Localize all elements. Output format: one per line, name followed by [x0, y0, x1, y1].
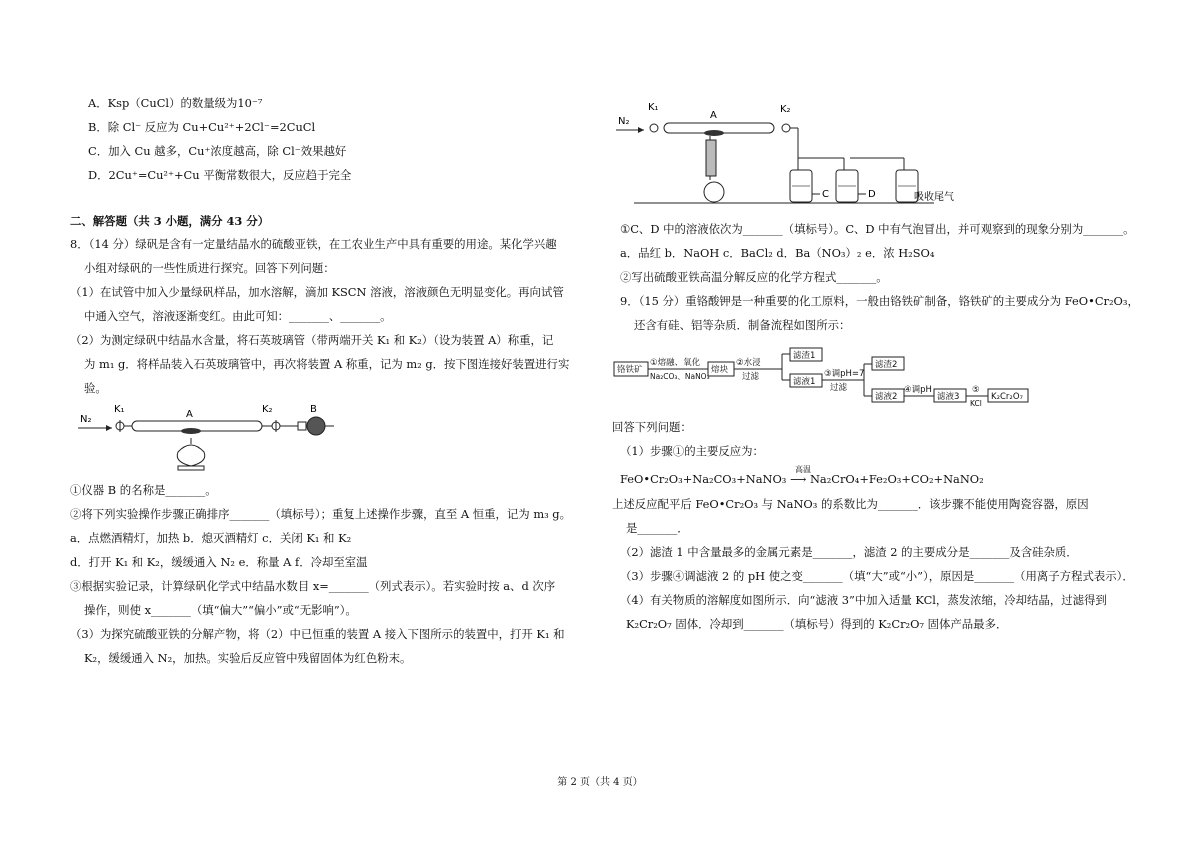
flow-filtrate-2: 滤液2: [875, 392, 898, 402]
q8-part3-options: a．品红 b．NaOH c．BaCl₂ d．Ba（NO₃）₂ e．浓 H₂SO₄: [620, 246, 935, 260]
flow-step2-filter: 过滤: [742, 372, 760, 382]
q9-step-4-line-a: （4）有关物质的溶解度如图所示．向“滤液 3”中加入适量 KCl，蒸发浓缩，冷却结晶，过滤得到: [620, 593, 1107, 607]
flow-step2: ②水浸: [736, 358, 761, 368]
apparatus-figure-2: [614, 100, 954, 210]
fig2-d-label: D: [868, 189, 876, 200]
fig1-b-label: B: [310, 404, 317, 415]
q8-item-1: ①仪器 B 的名称是_______。: [70, 483, 217, 497]
flow-step1-reagents: Na₂CO₃、NaNO₃: [650, 372, 710, 381]
flow-step3: ③调pH=7: [824, 369, 865, 379]
fig2-k1-label: K₁: [648, 102, 659, 113]
q8-part3-line-a: （3）为探究硫酸亚铁的分解产物，将（2）中已恒重的装置 A 接入下图所示的装置中，打开 K₁ 和: [70, 627, 565, 641]
q9-step-3: （3）步骤④调滤液 2 的 pH 使之变_______（填“大”或“小”），原因是_______（用离子方程式表示）．: [620, 569, 1134, 583]
flow-product: K₂Cr₂O₇: [991, 392, 1023, 402]
flow-step1: ①熔融、氧化: [650, 358, 701, 368]
q9-step-4-line-b: K₂Cr₂O₇ 固体．冷却到_______（填标号）得到的 K₂Cr₂O₇ 固体产品最多．: [626, 617, 1008, 631]
q9-step-2: （2）滤渣 1 中含量最多的金属元素是_______，滤渣 2 的主要成分是_______及含硅杂质．: [620, 545, 1078, 559]
q8-part3-line-b: K₂，缓缓通入 N₂，加热。实验后反应管中残留固体为红色粉末。: [84, 651, 412, 665]
flow-residue-2: 滤渣2: [875, 360, 898, 370]
fig2-n2-label: N₂: [618, 116, 630, 127]
flow-residue-1: 滤渣1: [793, 351, 816, 361]
q8-item-2-options-b: d．打开 K₁ 和 K₂，缓缓通入 N₂ e．称量 A f．冷却至室温: [70, 555, 368, 569]
flow-melt: 熔块: [711, 365, 729, 375]
option-d: D．2Cu⁺=Cu²⁺+Cu 平衡常数很大，反应趋于完全: [88, 168, 352, 182]
answer-prompt: 回答下列问题：: [612, 420, 692, 434]
fig1-a-label: A: [186, 409, 193, 420]
q8-item-2-options-a: a．点燃酒精灯，加热 b．熄灭酒精灯 c．关闭 K₁ 和 K₂: [70, 531, 352, 545]
q8-line-2: 小组对绿矾的一些性质进行探究。回答下列问题：: [84, 261, 335, 275]
q8-part2-line-b: 为 m₁ g．将样品装入石英玻璃管中，再次将装置 A 称重，记为 m₂ g．按下图连接好装置进行实: [84, 357, 570, 371]
flow-filtrate-1: 滤液1: [793, 377, 816, 387]
q8-item-3-line-b: 操作，则使 x_______（填“偏大”“偏小”或“无影响”）。: [84, 603, 357, 617]
q8-part3-item-2: ②写出硫酸亚铁高温分解反应的化学方程式_______。: [620, 270, 888, 284]
flow-step4: ④调pH: [904, 385, 932, 395]
flow-filtrate-3: 滤液3: [937, 392, 960, 402]
q8-part3-item-1: ①C、D 中的溶液依次为_______（填标号）。C、D 中有气泡冒出，并可观察到的现象分别为_______。: [620, 222, 1135, 236]
q9-step-1-line-b: 上述反应配平后 FeO•Cr₂O₃ 与 NaNO₃ 的系数比为_______．该步骤不能使用陶瓷容器，原因: [612, 497, 1089, 511]
q9-line-2: 还含有硅、铝等杂质．制备流程如图所示：: [634, 318, 851, 332]
option-a: A．Ksp（CuCl）的数量级为10⁻⁷: [88, 96, 263, 110]
fig1-n2-label: N₂: [80, 414, 92, 425]
q9-step-1: （1）步骤①的主要反应为：: [620, 444, 764, 458]
flow-ore: 铬铁矿: [617, 365, 643, 375]
fig1-k2-label: K₂: [262, 404, 273, 415]
option-b: B．除 Cl⁻ 反应为 Cu+Cu²⁺+2Cl⁻=2CuCl: [88, 120, 316, 134]
fig2-tail-label: 吸收尾气: [914, 192, 954, 203]
process-flow-diagram: [612, 346, 1032, 408]
q8-line-1: 8．（14 分）绿矾是含有一定量结晶水的硫酸亚铁，在工农业生产中具有重要的用途。某化学兴趣: [70, 237, 557, 251]
page-footer: 第 2 页（共 4 页）: [557, 777, 643, 788]
q8-part1-line-a: （1）在试管中加入少量绿矾样品，加水溶解，滴加 KSCN 溶液，溶液颜色无明显变化。再向试管: [70, 285, 564, 299]
q9-equation: FeO•Cr₂O₃+Na₂CO₃+NaNO₃ ⟶ Na₂CrO₄+Fe₂O₃+CO₂+NaNO₂: [620, 472, 984, 486]
flow-step5: ⑤: [972, 385, 980, 395]
section-title: 二、解答题（共 3 小题，满分 43 分）: [70, 214, 270, 228]
fig2-k2-label: K₂: [780, 104, 791, 115]
q8-part1-line-b: 中通入空气，溶液逐渐变红。由此可知：_______、_______。: [84, 309, 392, 323]
q9-line-1: 9．（15 分）重铬酸钾是一种重要的化工原料，一般由铬铁矿制备，铬铁矿的主要成分为 FeO•Cr₂O₃，: [620, 294, 1139, 308]
q8-item-3-line-a: ③根据实验记录，计算绿矾化学式中结晶水数目 x=_______（列式表示）。若实验时按 a、d 次序: [70, 579, 556, 593]
q9-step-1-line-c: 是_______．: [626, 521, 689, 535]
flow-kcl: KCl: [970, 399, 982, 408]
q8-part2-line-c: 验。: [84, 381, 107, 395]
q9-equation-condition: 高温: [795, 465, 811, 474]
fig1-k1-label: K₁: [114, 404, 125, 415]
q8-item-2: ②将下列实验操作步骤正确排序_______（填标号）；重复上述操作步骤，直至 A 恒重，记为 m₃ g。: [70, 507, 571, 521]
q8-part2-line-a: （2）为测定绿矾中结晶水含量，将石英玻璃管（带两端开关 K₁ 和 K₂）（设为装置 A）称重，记: [70, 333, 554, 347]
apparatus-figure-1: [76, 400, 346, 480]
fig2-c-label: C: [822, 189, 829, 200]
fig2-a-label: A: [710, 110, 717, 121]
flow-step3-filter: 过滤: [830, 383, 848, 393]
option-c: C．加入 Cu 越多，Cu⁺浓度越高，除 Cl⁻效果越好: [88, 144, 347, 158]
